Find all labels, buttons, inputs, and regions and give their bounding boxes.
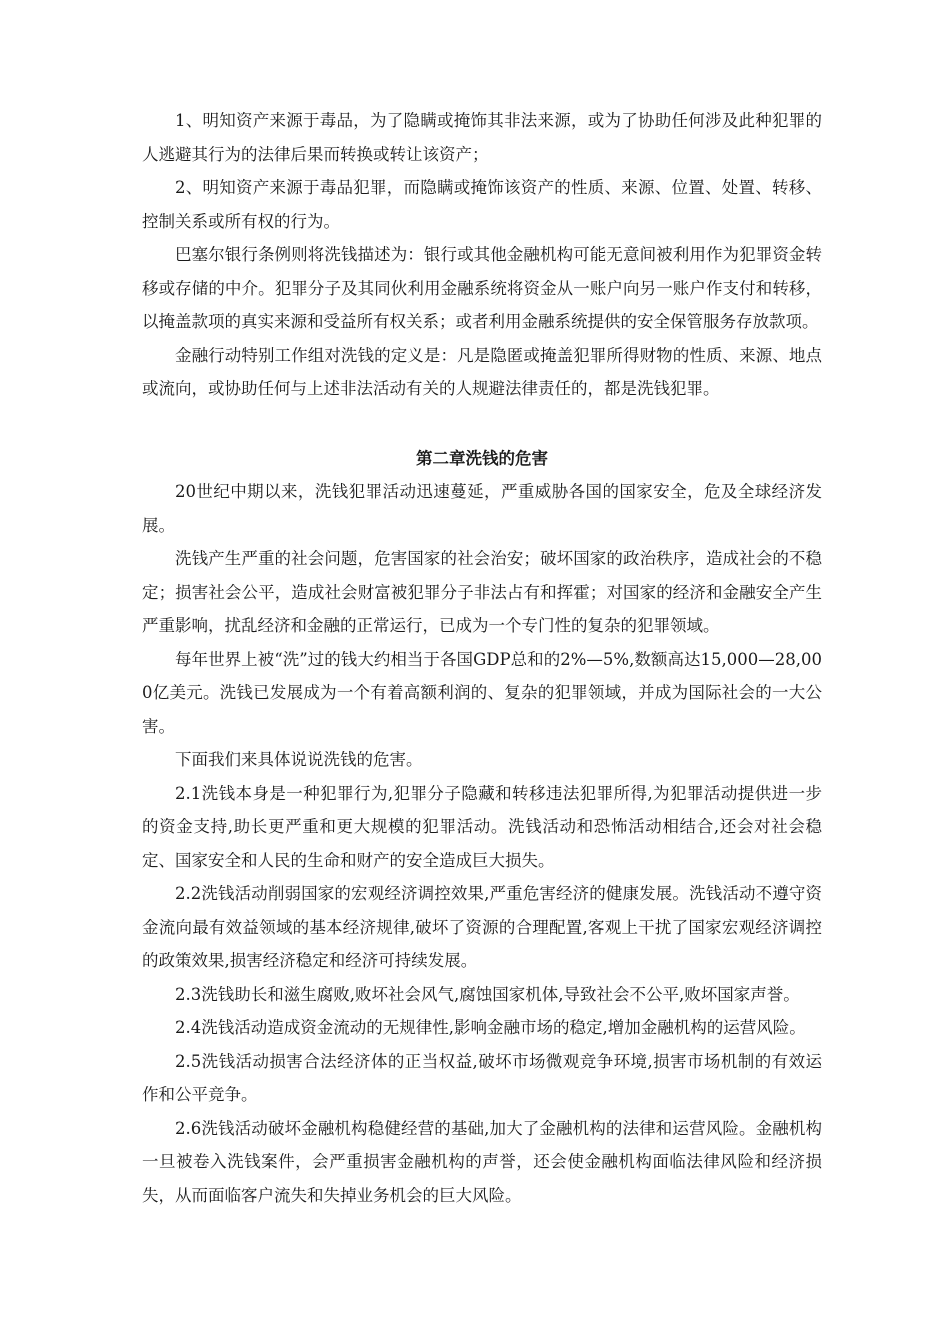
paragraph-intro: 20世纪中期以来，洗钱犯罪活动迅速蔓延，严重威胁各国的国家安全，危及全球经济发展。 [142, 482, 822, 535]
document-body [142, 104, 822, 1212]
paragraph-harm-2-1: 2.1洗钱本身是一种犯罪行为,犯罪分子隐藏和转移违法犯罪所得,为犯罪活动提供进一步的资金支持,助长更严重和更大规模的犯罪活动。洗钱活动和恐怖活动相结合,还会对社会稳定、国家安全和人民的生命和财产的安全造成巨大损失。 [142, 783, 822, 870]
paragraph-harm-2-3: 2.3洗钱助长和滋生腐败,败坏社会风气,腐蚀国家机体,导致社会不公平,败坏国家声誉。 [175, 984, 800, 1004]
paragraph-definition-2: 2、明知资产来源于毒品犯罪，而隐瞒或掩饰该资产的性质、来源、位置、处置、转移、控制关系或所有权的行为。 [142, 178, 822, 231]
paragraph-harm-2-2: 2.2洗钱活动削弱国家的宏观经济调控效果,严重危害经济的健康发展。洗钱活动不遵守资金流向最有效益领域的基本经济规律,破坏了资源的合理配置,客观上干扰了国家宏观经济调控的政策效果,损害经济稳定和经济可持续发展。 [142, 884, 822, 970]
paragraph-definition-1: 1、明知资产来源于毒品，为了隐瞒或掩饰其非法来源，或为了协助任何涉及此种犯罪的人逃避其行为的法律后果而转换或转让该资产； [142, 111, 822, 164]
chapter-title: 第二章洗钱的危害 [416, 448, 548, 468]
paragraph-social-problems: 洗钱产生严重的社会问题，危害国家的社会治安；破坏国家的政治秩序，造成社会的不稳定；损害社会公平，造成社会财富被犯罪分子非法占有和挥霍；对国家的经济和金融安全产生严重影响，扰乱经济和金融的正常运行，已成为一个专门性的复杂的犯罪领域。 [142, 549, 822, 635]
paragraph-harm-2-4: 2.4洗钱活动造成资金流动的无规律性,影响金融市场的稳定,增加金融机构的运营风险。 [175, 1018, 806, 1037]
paragraph-scale: 每年世界上被“洗”过的钱大约相当于各国GDP总和的2%—5%,数额高达15,000—28,000亿美元。洗钱已发展成为一个有着高额利润的、复杂的犯罪领域，并成为国际社会的一大公害。 [142, 649, 822, 736]
paragraph-transition: 下面我们来具体说说洗钱的危害。 [175, 750, 423, 769]
paragraph-harm-2-5: 2.5洗钱活动损害合法经济体的正当权益,破坏市场微观竞争环境,损害市场机制的有效运作和公平竞争。 [142, 1051, 822, 1104]
paragraph-harm-2-6: 2.6洗钱活动破坏金融机构稳健经营的基础,加大了金融机构的法律和运营风险。金融机构一旦被卷入洗钱案件，会严重损害金融机构的声誉，还会使金融机构面临法律风险和经济损失，从而面临客户流失和失掉业务机会的巨大风险。 [142, 1118, 822, 1205]
paragraph-fatf-definition: 金融行动特别工作组对洗钱的定义是：凡是隐匿或掩盖犯罪所得财物的性质、来源、地点或流向，或协助任何与上述非法活动有关的人规避法律责任的，都是洗钱犯罪。 [142, 345, 822, 398]
paragraph-basel-definition: 巴塞尔银行条例则将洗钱描述为：银行或其他金融机构可能无意间被利用作为犯罪资金转移或存储的中介。犯罪分子及其同伙利用金融系统将资金从一账户向另一账户作支付和转移，以掩盖款项的真实来源和受益所有权关系；或者利用金融系统提供的安全保管服务存放款项。 [142, 245, 822, 331]
